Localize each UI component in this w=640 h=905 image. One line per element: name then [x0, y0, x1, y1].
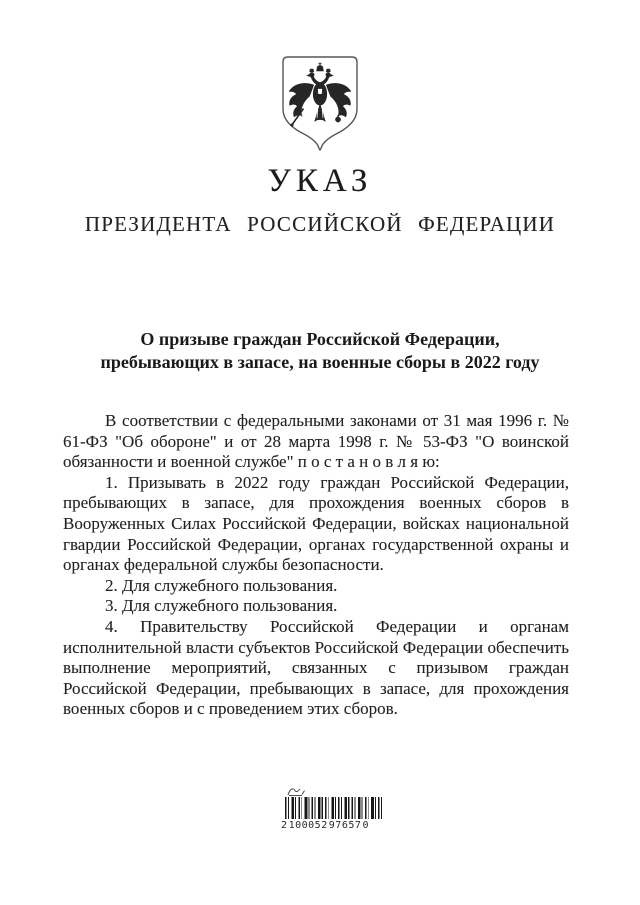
handwritten-mark-icon — [286, 786, 310, 797]
decree-subject-line2: пребывающих в запасе, на военные сборы в 2022 году — [100, 352, 540, 372]
barcode-digits — [281, 820, 369, 831]
decree-subject — [0, 328, 640, 374]
barcode-digit-group2: 97657 — [328, 820, 362, 831]
decree-paragraph-1: 1. Призывать в 2022 году граждан Российской Федерации, пребывающих в запасе, для прохождения военных сборов в Вооруженных Силах Российской Федерации, войсках национальной гвардии Российской Федерации, органах государственной охраны и органах федеральной службы безопасности. — [63, 472, 569, 575]
russian-coat-of-arms-icon — [279, 55, 361, 153]
decree-subject-line1: О призыве граждан Российской Федерации, — [140, 329, 500, 349]
decree-title: УКАЗ — [267, 163, 373, 199]
decree-paragraph-2: 2. Для служебного пользования. — [105, 575, 338, 595]
decree-body — [63, 411, 569, 720]
decree-paragraph-preamble: В соответствии с федеральными законами от 31 мая 1996 г. № 61-ФЗ "Об обороне" и от 28 марта 1998 г. № 53-ФЗ "О воинской обязанности и военной службе" п о с т а н о в л я ю: — [63, 411, 569, 472]
barcode-bars — [285, 797, 384, 819]
coat-of-arms-emblem — [279, 55, 361, 153]
barcode-digit-prefix: 2 — [281, 820, 288, 831]
barcode-digit-check: 0 — [362, 820, 369, 831]
decree-paragraph-3: 3. Для служебного пользования. — [105, 596, 338, 616]
decree-issuer-line: ПРЕЗИДЕНТА РОССИЙСКОЙ ФЕДЕРАЦИИ — [84, 212, 556, 236]
publication-barcode — [281, 786, 391, 836]
decree-paragraph-4: 4. Правительству Российской Федерации и органам исполнительной власти субъектов Российской Федерации обеспечить выполнение мероприятий, связанных с призывом граждан Российской Федерации, пребывающих в запасе, для прохождения военных сборов и с проведением этих сборов. — [63, 616, 569, 719]
barcode-digit-group1: 100052 — [288, 820, 328, 831]
